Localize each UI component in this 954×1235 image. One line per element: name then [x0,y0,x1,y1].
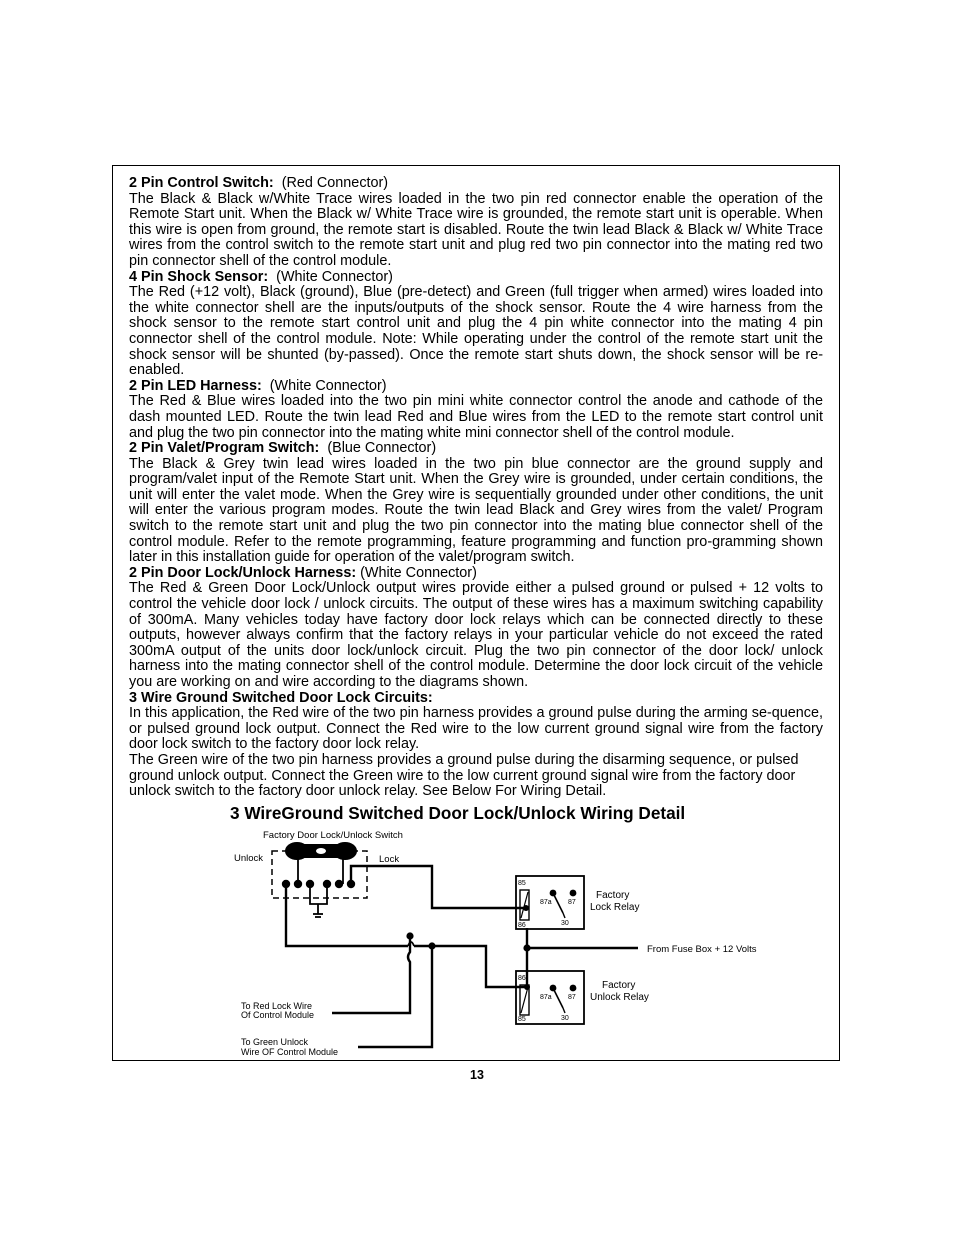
ground-icon [310,884,327,917]
section-paragraph: The Black & Grey twin lead wires loaded in the two pin blue connector are the ground supply and program/valet input of the Remote Start unit. When the Grey wire is grounded, under certain conditions, the unit will enter the valet mode. When the Grey wire is sequentially grounded under other conditions, the unit will enter the various program modes. Route the twin lead Black and Grey wires from the valet/ Program switch to the remote start unit and plug the two pin connector into the mating blue connector shell of the control module. Refer to the remote programming, feature programming and function pro-gramming shown later in this installation guide for operation of the valet/program switch. [129,455,823,566]
section-heading: 2 Pin LED Harness: [129,377,262,394]
lock-relay-pin-85: 85 [518,880,526,887]
green-wire-label-1: To Green Unlock [241,1037,309,1047]
section-subtitle: (White Connector) [269,377,387,394]
wire-green-unlock [358,946,432,1047]
section-heading: 3 Wire Ground Switched Door Lock Circuits: [129,689,433,706]
switch-terminals [282,880,355,888]
wire-lock-top [351,866,526,908]
unlock-relay-pin-85: 85 [518,1016,526,1023]
section-paragraph: The Red (+12 volt), Black (ground), Blue (pre-detect) and Green (full trigger when armed) wires loaded into the white connector shell are the inputs/outputs of the shock sensor. Route the 4 wire harness from the shock sensor to the remote start control unit and plug the 4 pin white connector into the mating 4 pin connector shell of the control module. Note: While operating under the control of the remote start unit the shock sensor will be shunted (by-passed). Once the remote start shuts down, the shock sensor will be re-enabled. [129,284,823,379]
unlock-label: Unlock [234,853,264,864]
switch-body [285,842,357,860]
section-subtitle: (White Connector) [360,564,477,581]
lock-relay-pin-86: 86 [518,922,526,929]
unlock-relay-label-2: Unlock Relay [590,992,649,1003]
switch-label: Factory Door Lock/Unlock Switch [263,830,403,841]
section-subtitle: (White Connector) [276,268,393,285]
section-paragraph: The Red & Green Door Lock/Unlock output wires provide either a pulsed ground or pulsed + 12 volts to control the vehicle door lock / unlock circuits. The output of these wires has a maximum switching capability of 300mA. Many vehicles today have factory door lock relays which can be connected directly to these outputs, however always confirm that the factory relays in your particular vehicle do not exceed the rated 300mA output of the units door lock/unlock circuit. Plug the two pin connector of the door lock/ unlock harness into the mating connector shell of the control module. Determine the door lock circuit of the vehicle you are working on and wire according to the diagrams shown. [129,580,823,690]
section-heading: 2 Pin Door Lock/Unlock Harness: [129,564,357,581]
wire-red-lock [332,936,410,1013]
red-wire-label-2: Of Control Module [241,1010,315,1020]
unlock-relay-label-1: Factory [602,980,636,991]
unlock-relay-pin-87: 87 [568,994,576,1001]
section-paragraph: The Black & Black w/White Trace wires loaded in the two pin red connector enable the operation of the Remote Start unit. When the Black w/ White Trace wire is grounded, the remote start unit is operable. When this wire is open from ground, the remote start is disabled. Route the twin lead Black & Black w/ White Trace wires from the control switch to the remote start unit and plug red two pin connector into the mating red two pin connector shell of the control module. [129,190,823,269]
lock-relay-label-1: Factory [596,890,630,901]
lock-relay-pin-30: 30 [561,920,569,927]
section-paragraph: The Green wire of the two pin harness provides a ground pulse during the disarming sequence, or pulsed ground unlock output. Connect the Green wire to the low current ground signal wire from the factory door unlock switch to the factory door unlock relay. See Below For Wiring Detail. [129,751,799,800]
section-heading: 2 Pin Control Switch: [129,175,274,191]
red-wire-label-1: To Red Lock Wire [241,1001,313,1011]
section-paragraph: In this application, the Red wire of the two pin harness provides a ground pulse during the arming se-quence, or pulsed ground lock output. Connect the Red wire to the low current ground signal wire from the factory door lock switch to the factory door lock relay. [129,705,823,753]
lock-relay-label-2: Lock Relay [590,902,640,913]
section-subtitle: (Blue Connector) [327,440,437,457]
section-subtitle: (Red Connector) [281,175,389,191]
lock-label: Lock [379,854,400,865]
page-number: 13 [470,1068,484,1082]
section-heading: 4 Pin Shock Sensor: [129,268,269,285]
unlock-relay-pin-30: 30 [561,1015,569,1022]
green-wire-label-2: Wire OF Control Module [241,1047,339,1057]
fuse-label: From Fuse Box + 12 Volts [647,944,757,955]
diagram-title: 3 WireGround Switched Door Lock/Unlock Wiring Detail [230,803,686,823]
section-paragraph: The Red & Blue wires loaded into the two pin mini white connector control the anode and cathode of the dash mounted LED. Route the twin lead Red and Blue wires from the LED to the remote start control unit and plug the two pin connector into the mating white mini connector shell of the control module. [129,393,823,441]
wire-fuse-bus [527,928,638,987]
junction-dots [406,905,530,990]
unlock-relay-pin-86: 86 [518,975,526,982]
lock-relay-pin-87: 87 [568,899,576,906]
unlock-relay-pin-87a: 87a [540,994,552,1001]
lock-relay-pin-87a: 87a [540,899,552,906]
section-heading: 2 Pin Valet/Program Switch: [129,440,320,457]
